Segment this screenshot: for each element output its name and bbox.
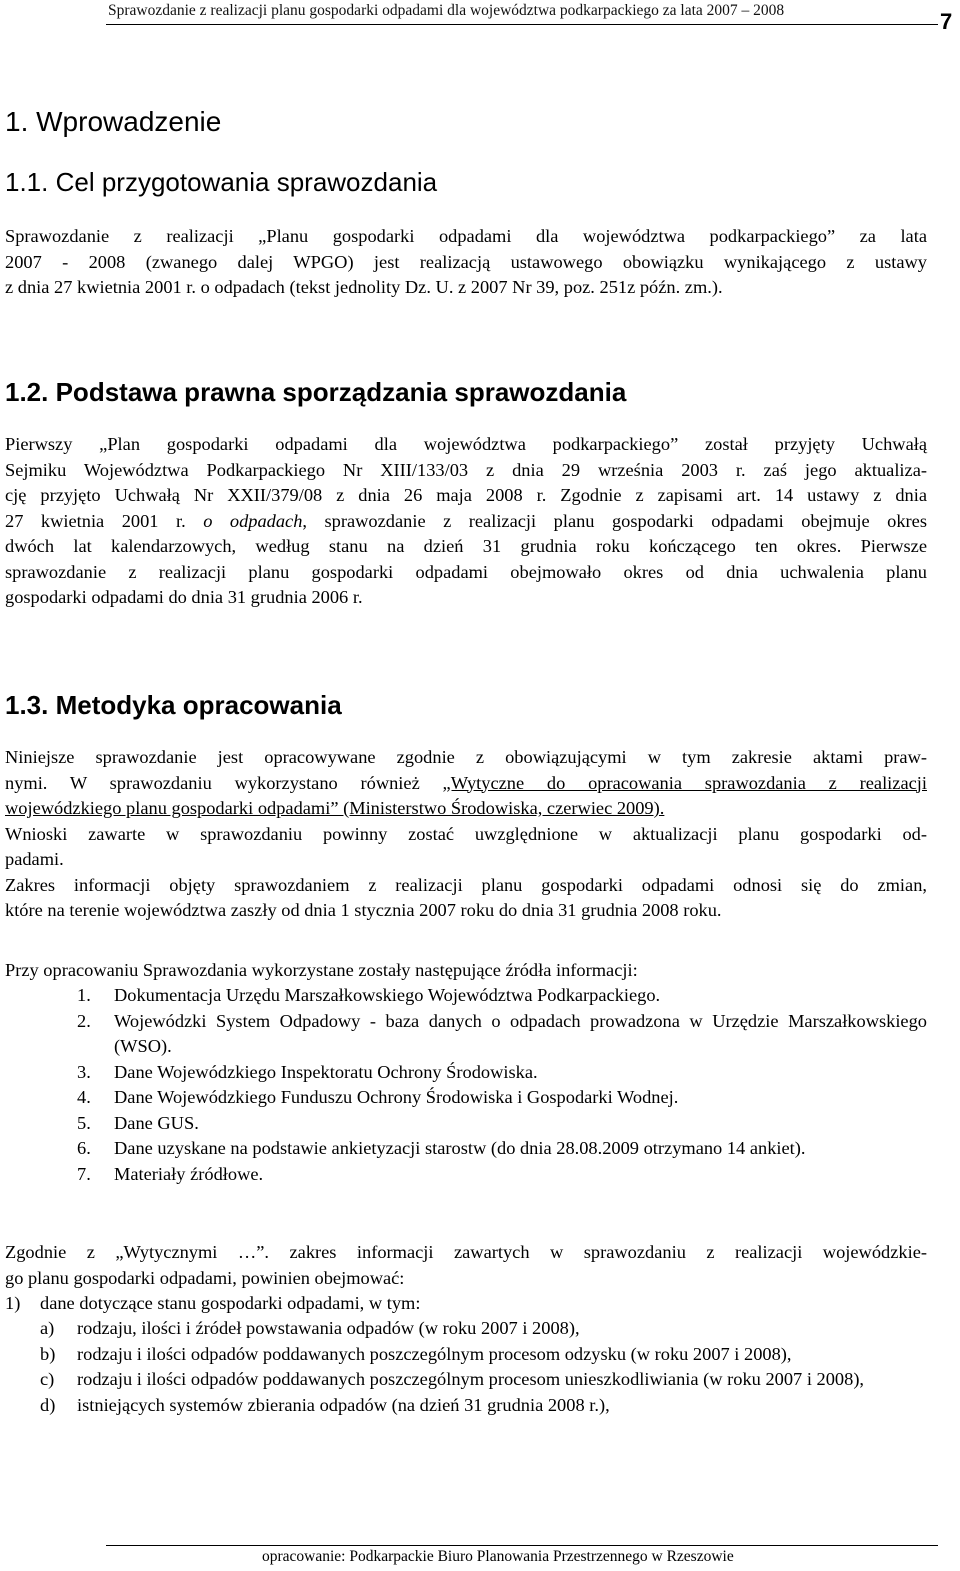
text-line: Sprawozdanie z realizacji „Planu gospodarki odpadami dla województwa podkarpackiego” za lata (5, 226, 927, 246)
list-text: rodzaju i ilości odpadów poddawanych poszczególnym procesom unieszkodliwiania (w roku 2007 i 2008), (77, 1369, 865, 1389)
text-line: cję przyjęto Uchwałą Nr XXII/379/08 z dnia 26 maja 2008 r. Zgodnie z zapisami art. 14 ustawy z dnia (5, 485, 927, 505)
section-heading-1-1: 1.1. Cel przygotowania sprawozdania (5, 167, 438, 197)
scope-sublist (40, 1316, 927, 1418)
list-text: Wojewódzki System Odpadowy - baza danych o odpadach prowadzona w Urzędzie Marszałkowskiego (WSO). (114, 1010, 927, 1056)
list-item (77, 1111, 927, 1137)
sources-intro (5, 958, 927, 984)
list-text: Materiały źródłowe. (114, 1163, 264, 1184)
text-line: Niniejsze sprawozdanie jest opracowywane zgodnie z obowiązującymi w tym zakresie aktami praw- (5, 747, 927, 767)
header-title: Sprawozdanie z realizacji planu gospodarki odpadami dla województwa podkarpackiego za lata 2007 – 2008 (108, 2, 785, 19)
list-item (40, 1393, 927, 1419)
text-line: Zakres informacji objęty sprawozdaniem z realizacji planu gospodarki odpadami odnosi się do zmian, (5, 874, 927, 895)
list-text: Dane Wojewódzkiego Inspektoratu Ochrony Środowiska. (114, 1061, 538, 1082)
list-number: 3. (77, 1061, 91, 1082)
section-heading-1-3: 1.3. Metodyka opracowania (5, 690, 342, 720)
list-number: 7. (77, 1163, 91, 1184)
running-header (106, 2, 836, 28)
text-line: Wnioski zawarte w sprawozdaniu powinny zostać uwzględnione w aktualizacji planu gospodarki od- (5, 823, 927, 844)
list-item (77, 1085, 927, 1111)
list-text: rodzaju, ilości i źródeł powstawania odpadów (w roku 2007 i 2008), (77, 1318, 580, 1338)
page-number: 7 (940, 9, 953, 34)
text-line: gospodarki odpadami do dnia 31 grudnia 2006 r. (5, 587, 363, 607)
list-item (40, 1316, 927, 1342)
list-item (77, 1060, 927, 1086)
underlined-title: „Wytyczne do opracowania sprawozdania z realizacji (442, 772, 927, 793)
list-text: dane dotyczące stanu gospodarki odpadami, w tym: (40, 1293, 421, 1313)
list-letter: b) (40, 1343, 56, 1364)
list-number: 1. (77, 985, 91, 1005)
list-item (40, 1342, 927, 1368)
list-item (77, 1162, 927, 1188)
list-text: Dane Wojewódzkiego Funduszu Ochrony Środowiska i Gospodarki Wodnej. (114, 1087, 679, 1107)
list-number: 5. (77, 1112, 91, 1133)
text-line: Pierwszy „Plan gospodarki odpadami dla województwa podkarpackiego” został przyjęty Uchwałą (5, 434, 927, 454)
list-letter: c) (40, 1369, 55, 1389)
underlined-title: wojewódzkiego planu gospodarki odpadami” (Ministerstwo Środowiska, czerwiec 2009). (5, 798, 665, 818)
list-item (77, 983, 927, 1009)
text-run: nymi. W sprawozdaniu wykorzystano również (5, 772, 443, 793)
text-line: sprawozdanie z realizacji planu gospodarki odpadami obejmowało okres od dnia uchwalenia planu (5, 561, 927, 582)
text-line: Zgodnie z „Wytycznymi …”. zakres informacji zawartych w sprawozdaniu z realizacji wojewódzkie- (5, 1242, 927, 1262)
text-line: dwóch lat kalendarzowych, według stanu na dzień 31 grudnia roku kończącego ten okres. Pierwsze (5, 536, 927, 556)
footer-rule (106, 1545, 938, 1546)
text-run: 27 kwietnia 2001 r. (5, 510, 204, 531)
text-line: Sejmiku Województwa Podkarpackiego Nr XIII/133/03 z dnia 29 września 2003 r. zaś jego aktualiza- (5, 459, 927, 480)
list-letter: a) (40, 1318, 55, 1338)
italic-run: o odpadach (203, 510, 303, 531)
chapter-heading: 1. Wprowadzenie (5, 106, 222, 137)
list-number: 1) (5, 1293, 21, 1313)
paragraph-methodology (5, 745, 927, 924)
list-number: 4. (77, 1087, 91, 1107)
list-number: 2. (77, 1010, 91, 1031)
list-item (5, 1291, 927, 1317)
text-line: które na terenie województwa zaszły od dnia 1 stycznia 2007 roku do dnia 31 grudnia 2008 roku. (5, 900, 722, 920)
text-line: Przy opracowaniu Sprawozdania wykorzystane zostały następujące źródła informacji: (5, 960, 638, 980)
list-item (77, 1009, 927, 1060)
list-text: Dane uzyskane na podstawie ankietyzacji starostw (do dnia 28.08.2009 otrzymano 14 ankiet). (114, 1138, 806, 1158)
list-item (77, 1136, 927, 1162)
list-letter: d) (40, 1394, 56, 1415)
list-item (40, 1367, 927, 1393)
sources-list (77, 983, 927, 1187)
running-footer: opracowanie: Podkarpackie Biuro Planowania Przestrzennego w Rzeszowie (262, 1548, 734, 1565)
text-line: 2007 - 2008 (zwanego dalej WPGO) jest realizacją ustawowego obowiązku wynikającego z ustawy (5, 251, 927, 272)
text-line (5, 509, 927, 535)
list-text: istniejących systemów zbierania odpadów (na dzień 31 grudnia 2008 r.), (77, 1394, 610, 1415)
text-line (5, 796, 927, 822)
section-heading-1-2: 1.2. Podstawa prawna sporządzania sprawozdania (5, 377, 627, 407)
list-text: Dokumentacja Urzędu Marszałkowskiego Województwa Podkarpackiego. (114, 985, 661, 1005)
list-text: Dane GUS. (114, 1112, 199, 1133)
list-text: rodzaju i ilości odpadów poddawanych poszczególnym procesom odzysku (w roku 2007 i 2008), (77, 1343, 792, 1364)
text-run: , sprawozdanie z realizacji planu gospodarki odpadami obejmuje okres (302, 510, 927, 531)
text-line: go planu gospodarki odpadami, powinien obejmować: (5, 1267, 405, 1288)
list-number: 6. (77, 1138, 91, 1158)
text-line: z dnia 27 kwietnia 2001 r. o odpadach (tekst jednolity Dz. U. z 2007 Nr 39, poz. 251z późn. zm.). (5, 277, 723, 297)
paragraph-purpose (5, 224, 927, 301)
paragraph-scope (5, 1240, 927, 1291)
header-rule (106, 24, 938, 25)
scope-list (5, 1291, 927, 1317)
paragraph-legal-basis (5, 432, 927, 611)
text-line (5, 771, 927, 797)
text-line: padami. (5, 849, 64, 869)
